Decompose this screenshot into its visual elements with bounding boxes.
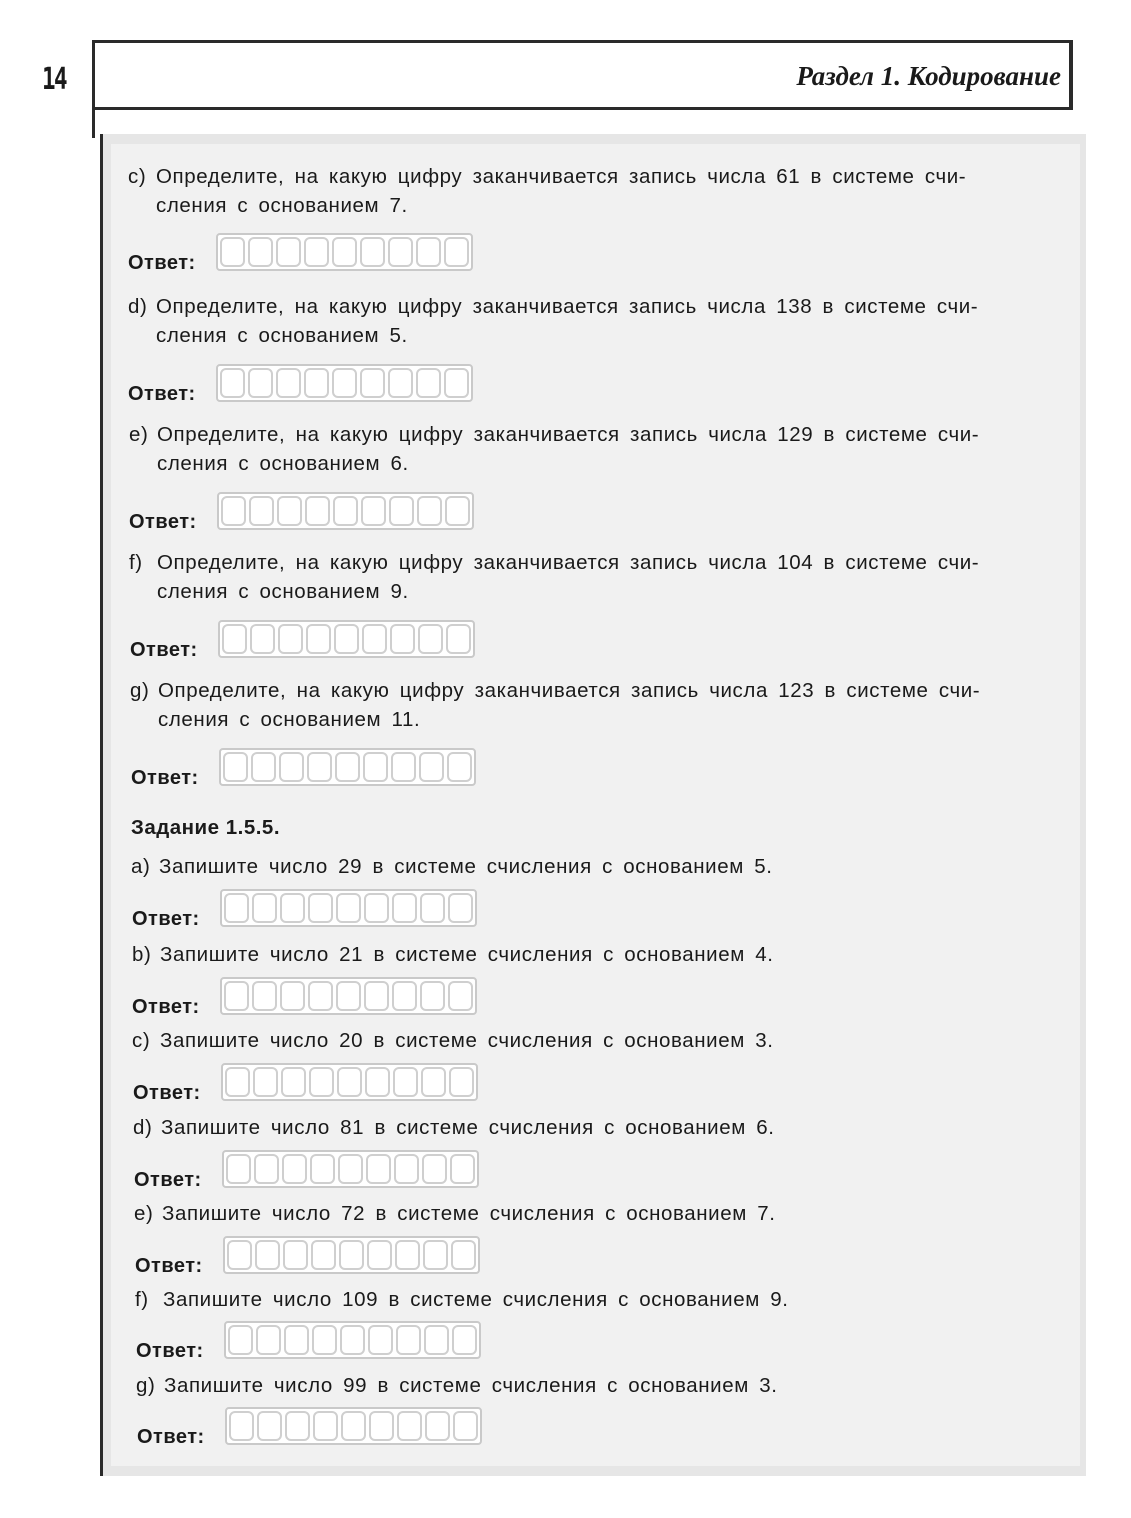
answer-row-g	[131, 748, 476, 789]
answer-row-f	[130, 620, 475, 661]
answer-cell[interactable]	[453, 1411, 478, 1441]
answer-row-c	[128, 233, 473, 274]
task-item-text: Запишите число 81 в системе счисления с основанием 6.	[161, 1116, 775, 1139]
answer-cell[interactable]	[392, 981, 417, 1011]
answer-cell[interactable]	[254, 1154, 279, 1184]
answer-cell[interactable]	[224, 981, 249, 1011]
answer-cell[interactable]	[308, 981, 333, 1011]
answer-cell[interactable]	[368, 1325, 393, 1355]
task-answer-row-a	[132, 889, 477, 930]
task-answer-row-c	[133, 1063, 478, 1104]
answer-cell[interactable]	[416, 368, 441, 398]
answer-cell[interactable]	[419, 752, 444, 782]
answer-cell[interactable]	[388, 237, 413, 267]
task-item-letter: g)	[136, 1374, 156, 1397]
answer-label: Ответ:	[134, 1169, 202, 1191]
answer-cell[interactable]	[308, 893, 333, 923]
answer-cell[interactable]	[227, 1240, 252, 1270]
task-title: Задание 1.5.5.	[131, 816, 281, 839]
answer-cell[interactable]	[336, 893, 361, 923]
answer-cell[interactable]	[450, 1154, 475, 1184]
answer-cell[interactable]	[445, 496, 470, 526]
header-rule	[92, 108, 95, 138]
answer-cells[interactable]	[217, 492, 474, 530]
answer-cell[interactable]	[444, 237, 469, 267]
answer-label: Ответ:	[128, 252, 196, 274]
answer-cell[interactable]	[228, 1325, 253, 1355]
question-f	[129, 548, 1069, 606]
answer-cell[interactable]	[225, 1067, 250, 1097]
answer-cells[interactable]	[220, 889, 477, 927]
answer-cell[interactable]	[251, 752, 276, 782]
answer-cell[interactable]	[394, 1154, 419, 1184]
answer-cell[interactable]	[248, 368, 273, 398]
answer-cell[interactable]	[416, 237, 441, 267]
question-text-line1: Определите, на какую цифру заканчивается запись числа 138 в системе счи-	[156, 295, 979, 318]
answer-cells[interactable]	[222, 1150, 479, 1188]
answer-cell[interactable]	[361, 496, 386, 526]
answer-cell[interactable]	[277, 496, 302, 526]
question-d	[128, 292, 1068, 350]
answer-cell[interactable]	[305, 496, 330, 526]
answer-cell[interactable]	[448, 893, 473, 923]
task-item-e	[134, 1199, 1114, 1228]
answer-cells[interactable]	[220, 977, 477, 1015]
question-letter: d)	[128, 295, 148, 318]
answer-cell[interactable]	[425, 1411, 450, 1441]
task-item-letter: f)	[135, 1288, 149, 1311]
answer-cell[interactable]	[424, 1325, 449, 1355]
answer-cell[interactable]	[446, 624, 471, 654]
section-title: Раздел 1. Кодирование	[796, 61, 1061, 91]
task-item-letter: b)	[132, 943, 152, 966]
answer-cell[interactable]	[312, 1325, 337, 1355]
answer-cell[interactable]	[250, 624, 275, 654]
answer-cell[interactable]	[388, 368, 413, 398]
answer-cell[interactable]	[452, 1325, 477, 1355]
page-number: 14	[42, 62, 67, 97]
answer-cell[interactable]	[362, 624, 387, 654]
task-item-text: Запишите число 109 в системе счисления с основанием 9.	[163, 1288, 789, 1311]
answer-cell[interactable]	[310, 1154, 335, 1184]
answer-cell[interactable]	[285, 1411, 310, 1441]
answer-cell[interactable]	[276, 368, 301, 398]
task-item-b	[132, 940, 1112, 969]
answer-cell[interactable]	[369, 1411, 394, 1441]
task-item-d	[133, 1113, 1113, 1142]
answer-cell[interactable]	[422, 1154, 447, 1184]
answer-cell[interactable]	[220, 368, 245, 398]
answer-cell[interactable]	[423, 1240, 448, 1270]
task-item-letter: e)	[134, 1202, 154, 1225]
answer-cell[interactable]	[389, 496, 414, 526]
answer-cell[interactable]	[417, 496, 442, 526]
answer-cell[interactable]	[339, 1240, 364, 1270]
answer-cell[interactable]	[306, 624, 331, 654]
answer-cell[interactable]	[335, 752, 360, 782]
task-item-g	[136, 1371, 1116, 1400]
answer-cell[interactable]	[223, 752, 248, 782]
answer-cell[interactable]	[395, 1240, 420, 1270]
task-item-letter: c)	[132, 1029, 151, 1052]
task-item-text: Запишите число 29 в системе счисления с основанием 5.	[159, 855, 773, 878]
answer-label: Ответ:	[128, 383, 196, 405]
answer-cell[interactable]	[447, 752, 472, 782]
task-answer-row-f	[136, 1321, 481, 1362]
answer-cell[interactable]	[337, 1067, 362, 1097]
answer-cell[interactable]	[397, 1411, 422, 1441]
answer-row-d	[128, 364, 473, 405]
answer-cell[interactable]	[283, 1240, 308, 1270]
question-text-line2: сления с основанием 6.	[157, 452, 409, 475]
answer-cell[interactable]	[366, 1154, 391, 1184]
answer-cell[interactable]	[364, 893, 389, 923]
question-text-line1: Определите, на какую цифру заканчивается запись числа 104 в системе счи-	[157, 551, 980, 574]
task-item-text: Запишите число 20 в системе счисления с основанием 3.	[160, 1029, 774, 1052]
question-c	[128, 162, 1068, 220]
answer-cell[interactable]	[229, 1411, 254, 1441]
answer-cell[interactable]	[448, 981, 473, 1011]
answer-cell[interactable]	[304, 368, 329, 398]
answer-cells[interactable]	[216, 233, 473, 271]
answer-cell[interactable]	[333, 496, 358, 526]
task-answer-row-g	[137, 1407, 482, 1448]
answer-cell[interactable]	[309, 1067, 334, 1097]
answer-cell[interactable]	[392, 893, 417, 923]
answer-cell[interactable]	[334, 624, 359, 654]
answer-cell[interactable]	[340, 1325, 365, 1355]
answer-cells[interactable]	[224, 1321, 481, 1359]
answer-cell[interactable]	[252, 981, 277, 1011]
answer-cell[interactable]	[451, 1240, 476, 1270]
answer-cells[interactable]	[218, 620, 475, 658]
answer-cell[interactable]	[278, 624, 303, 654]
task-answer-row-d	[134, 1150, 479, 1191]
task-item-letter: a)	[131, 855, 151, 878]
answer-cell[interactable]	[338, 1154, 363, 1184]
question-text-line2: сления с основанием 9.	[157, 580, 409, 603]
task-item-letter: d)	[133, 1116, 153, 1139]
answer-cell[interactable]	[276, 237, 301, 267]
answer-cell[interactable]	[420, 893, 445, 923]
answer-cells[interactable]	[225, 1407, 482, 1445]
answer-cells[interactable]	[223, 1236, 480, 1274]
answer-cell[interactable]	[280, 981, 305, 1011]
answer-cell[interactable]	[311, 1240, 336, 1270]
answer-cell[interactable]	[224, 893, 249, 923]
question-letter: c)	[128, 165, 147, 188]
answer-cell[interactable]	[418, 624, 443, 654]
answer-cells[interactable]	[221, 1063, 478, 1101]
answer-cell[interactable]	[253, 1067, 278, 1097]
answer-label: Ответ:	[132, 908, 200, 930]
answer-cell[interactable]	[249, 496, 274, 526]
answer-cell[interactable]	[444, 368, 469, 398]
answer-label: Ответ:	[129, 511, 197, 533]
question-letter: f)	[129, 551, 143, 574]
answer-cell[interactable]	[252, 893, 277, 923]
task-item-text: Запишите число 72 в системе счисления с основанием 7.	[162, 1202, 776, 1225]
answer-cell[interactable]	[364, 981, 389, 1011]
answer-cell[interactable]	[391, 752, 416, 782]
answer-cells[interactable]	[219, 748, 476, 786]
answer-cell[interactable]	[257, 1411, 282, 1441]
answer-label: Ответ:	[136, 1340, 204, 1362]
answer-label: Ответ:	[130, 639, 198, 661]
question-e	[129, 420, 1069, 478]
answer-label: Ответ:	[137, 1426, 205, 1448]
answer-cell[interactable]	[393, 1067, 418, 1097]
answer-cell[interactable]	[390, 624, 415, 654]
answer-cell[interactable]	[226, 1154, 251, 1184]
answer-label: Ответ:	[132, 996, 200, 1018]
answer-cell[interactable]	[282, 1154, 307, 1184]
answer-cell[interactable]	[341, 1411, 366, 1441]
task-item-f	[135, 1285, 1115, 1314]
answer-cell[interactable]	[256, 1325, 281, 1355]
task-answer-row-e	[135, 1236, 480, 1277]
answer-cell[interactable]	[360, 237, 385, 267]
answer-cell[interactable]	[332, 237, 357, 267]
task-item-text: Запишите число 99 в системе счисления с основанием 3.	[164, 1374, 778, 1397]
answer-cell[interactable]	[396, 1325, 421, 1355]
answer-cell[interactable]	[360, 368, 385, 398]
question-text-line1: Определите, на какую цифру заканчивается запись числа 129 в системе счи-	[157, 423, 980, 446]
answer-cell[interactable]	[336, 981, 361, 1011]
answer-cell[interactable]	[365, 1067, 390, 1097]
answer-cell[interactable]	[304, 237, 329, 267]
question-text-line2: сления с основанием 5.	[156, 324, 408, 347]
answer-cell[interactable]	[421, 1067, 446, 1097]
answer-label: Ответ:	[135, 1255, 203, 1277]
answer-cell[interactable]	[307, 752, 332, 782]
answer-row-e	[129, 492, 474, 533]
answer-cell[interactable]	[367, 1240, 392, 1270]
question-g	[130, 676, 1070, 734]
answer-cell[interactable]	[279, 752, 304, 782]
task-answer-row-b	[132, 977, 477, 1018]
answer-cell[interactable]	[255, 1240, 280, 1270]
answer-cell[interactable]	[363, 752, 388, 782]
answer-label: Ответ:	[131, 767, 199, 789]
answer-cell[interactable]	[280, 893, 305, 923]
task-item-c	[132, 1026, 1112, 1055]
answer-cell[interactable]	[420, 981, 445, 1011]
task-item-text: Запишите число 21 в системе счисления с основанием 4.	[160, 943, 774, 966]
question-letter: e)	[129, 423, 149, 446]
answer-label: Ответ:	[133, 1082, 201, 1104]
answer-cell[interactable]	[313, 1411, 338, 1441]
answer-cell[interactable]	[220, 237, 245, 267]
task-item-a	[131, 852, 1111, 881]
question-text-line1: Определите, на какую цифру заканчивается запись числа 123 в системе счи-	[158, 679, 981, 702]
question-letter: g)	[130, 679, 150, 702]
answer-cell[interactable]	[221, 496, 246, 526]
question-text-line2: сления с основанием 11.	[158, 708, 421, 731]
answer-cell[interactable]	[284, 1325, 309, 1355]
section-header	[92, 40, 1073, 110]
answer-cell[interactable]	[449, 1067, 474, 1097]
question-text-line2: сления с основанием 7.	[156, 194, 408, 217]
answer-cell[interactable]	[248, 237, 273, 267]
question-text-line1: Определите, на какую цифру заканчивается запись числа 61 в системе счи-	[156, 165, 967, 188]
answer-cell[interactable]	[332, 368, 357, 398]
answer-cell[interactable]	[281, 1067, 306, 1097]
answer-cell[interactable]	[222, 624, 247, 654]
answer-cells[interactable]	[216, 364, 473, 402]
